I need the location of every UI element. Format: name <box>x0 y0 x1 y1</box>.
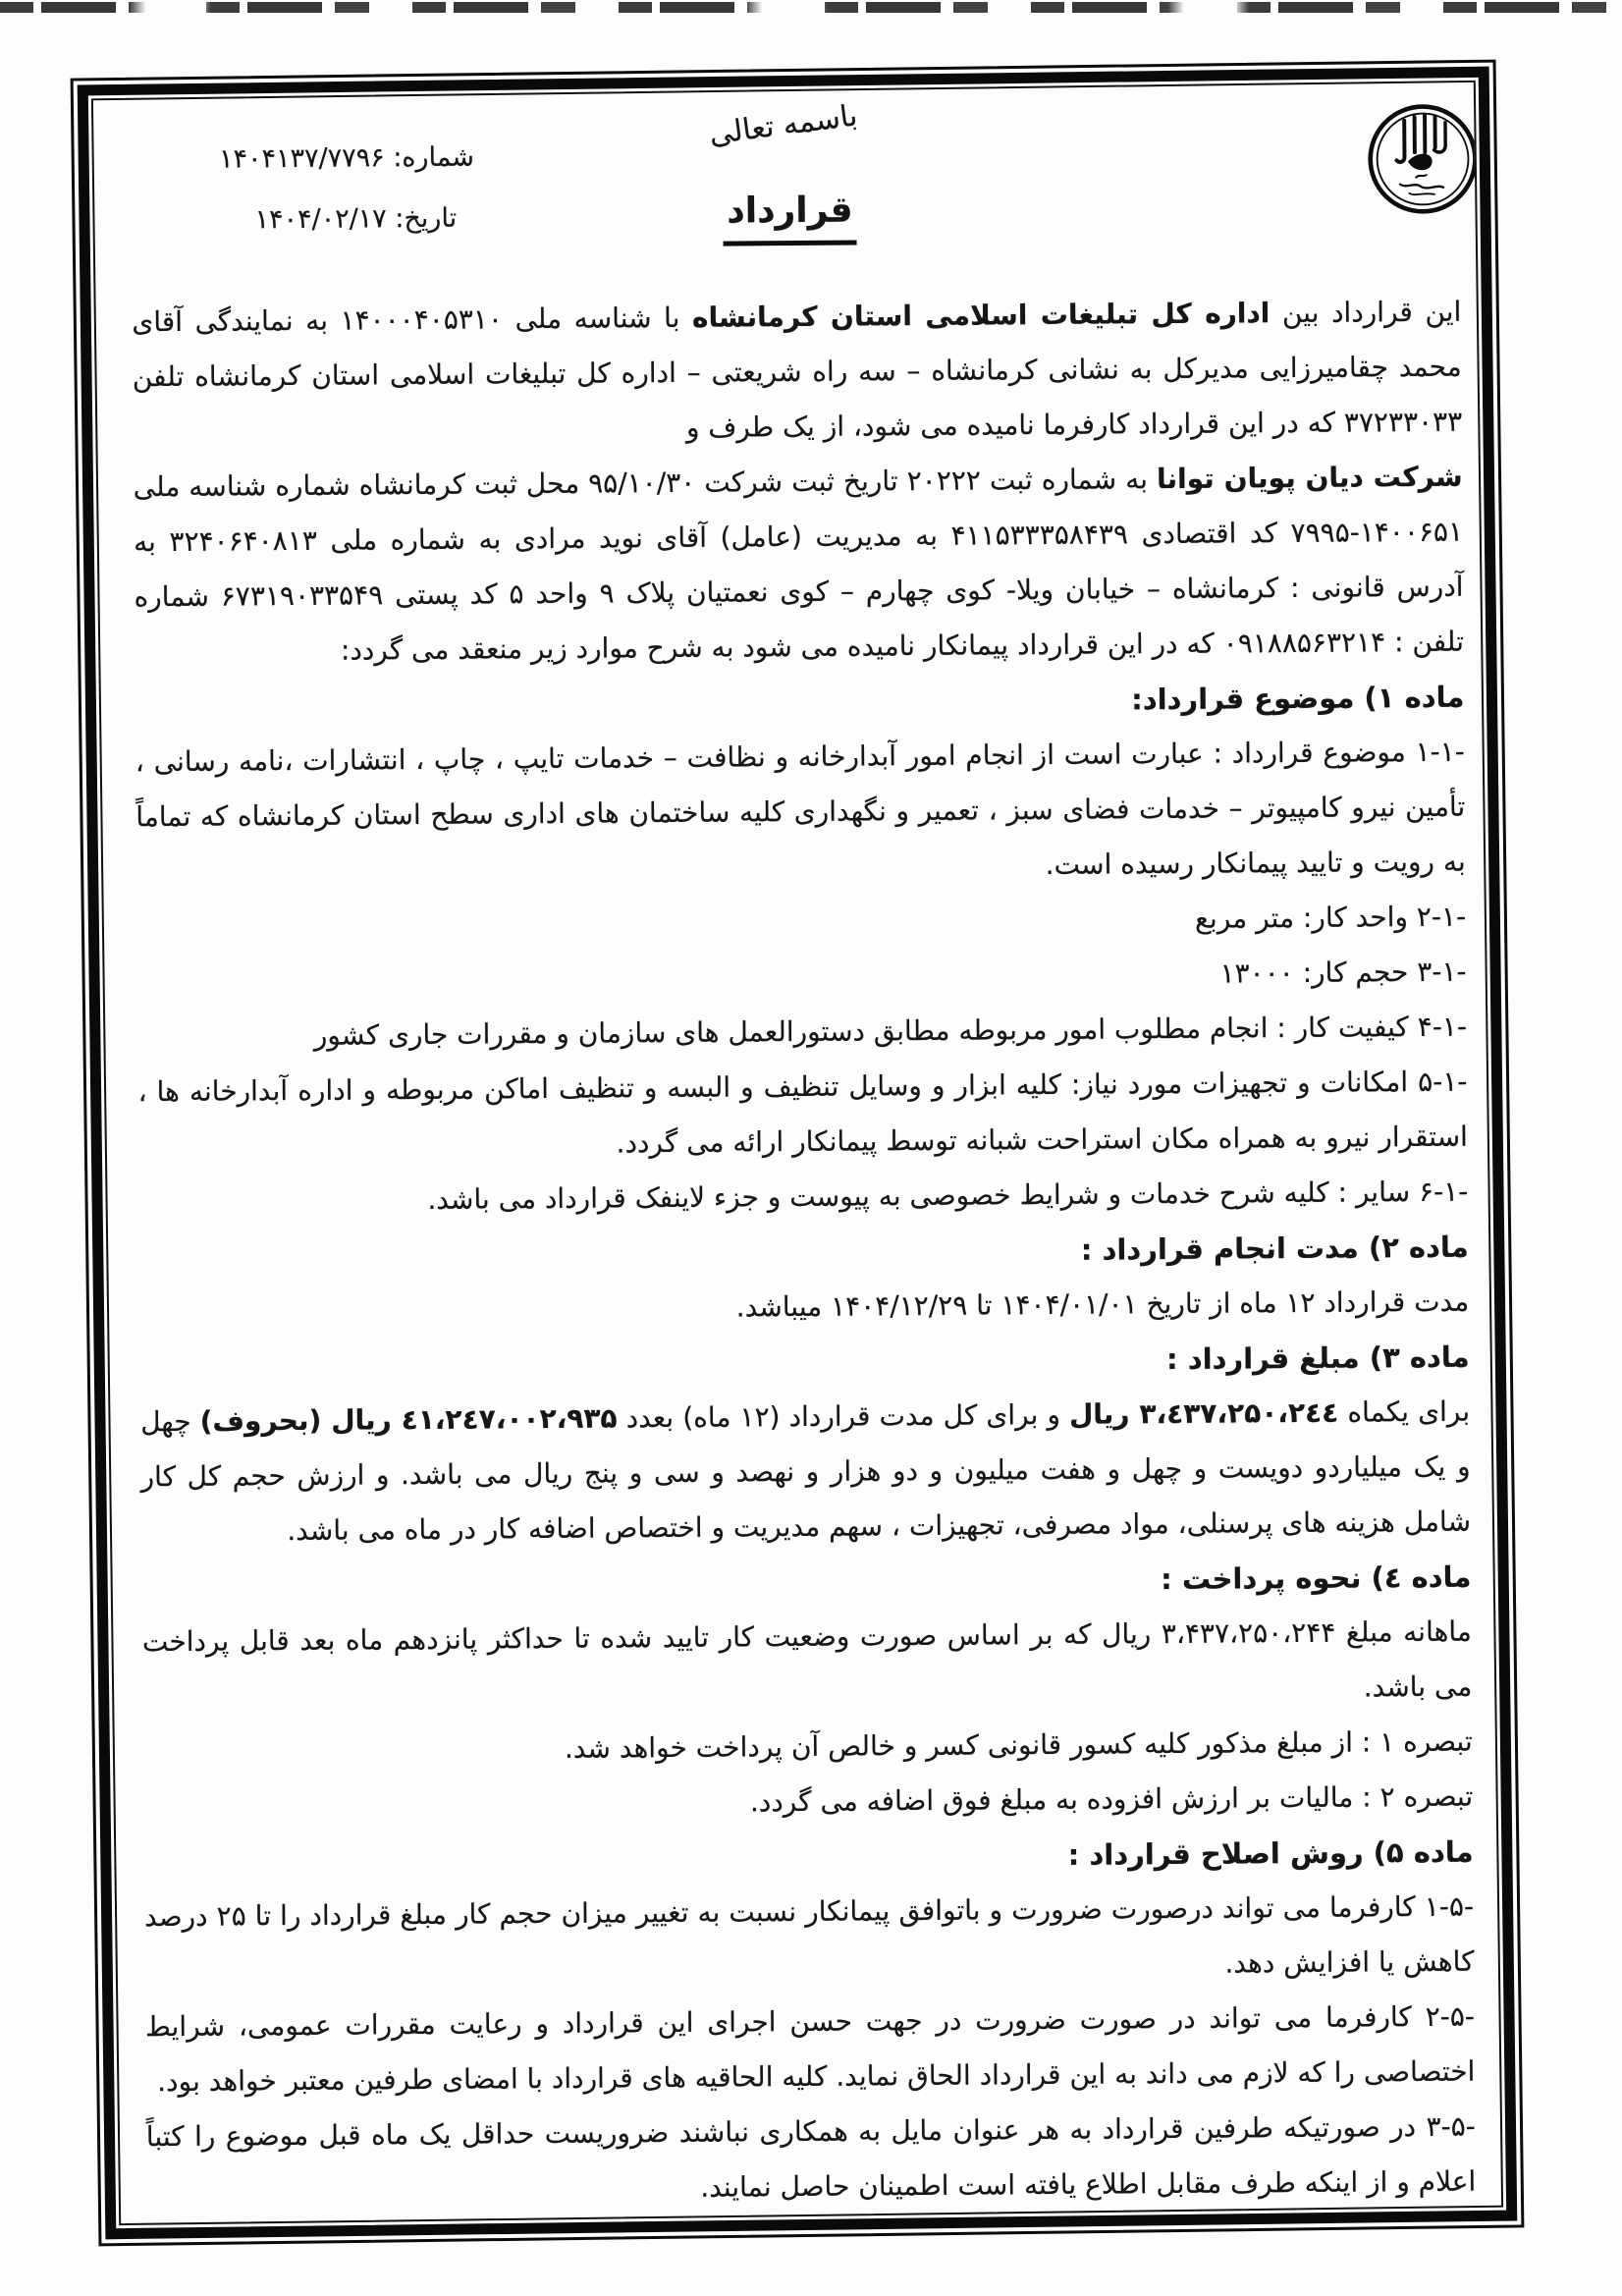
clause-text: کارفرما می تواند درصورت ضرورت و باتوافق پیمانکار نسبت به تغییر میزان حجم کار مبلغ قرارداد را تا ۲۵ درصد کاهش یا افزایش دهد. <box>143 1890 1475 1980</box>
economic-code: ۴۱۱۵۳۳۳۵۸۴۳۹ <box>950 518 1129 552</box>
scanner-artifact-strip <box>0 2 1622 13</box>
clause-text: امکانات و تجهیزات مورد نیاز: کلیه ابزار و وسایل تنظیف و البسه و تنظیف اماکن مربوطه و اداره آبدارخانه ها ، استقرار نیرو به همراه مکان استراحت شبانه توسط پیمانکار ارائه می گردد. <box>137 1066 1469 1160</box>
article-4-heading: ماده ٤) نحوه پرداخت : <box>1161 1559 1472 1597</box>
clause-number: ۳-۵- <box>1426 2109 1476 2143</box>
doc-date-label: تاریخ: <box>395 202 458 235</box>
note-1: تبصره ۱ : از مبلغ مذکور کلیه کسور قانونی کسر و خالص آن پرداخت خواهد شد. <box>564 1724 1473 1765</box>
clause-number: ۵-۱- <box>1418 1065 1468 1099</box>
doc-number-value: ۱۴۰۴۱۳۷/۷۷۹۶ <box>218 142 385 175</box>
employer-name: اداره کل تبلیغات اسلامی استان کرمانشاه <box>691 297 1271 334</box>
intro-text: که در این قرارداد کارفرما نامیده می شود، از یک طرف و <box>685 406 1344 444</box>
postal-code: ۶۷۳۱۹۰۳۳۵۴۹ <box>220 578 384 613</box>
contractor-phone: ۰۹۱۸۸۵۶۳۲۱۴ <box>1222 626 1386 660</box>
currency-label: ریال <box>1068 1397 1140 1431</box>
intro-text: به مدیریت (عامل) آقای نوید مرادی به شماره ملی <box>316 519 951 557</box>
currency-in-words-label: ریال (بحروف) <box>199 1403 402 1438</box>
clause-text: در صورتیکه طرفین قرارداد به هر عنوان مایل به همکاری نباشند ضروریست حداقل یک ماه قبل موضوع را کتباً اعلام و از اینکه طرف مقابل اطلاع یافته است اطمینان حاصل نمایند. <box>145 2110 1477 2204</box>
clause-text: کیفیت کار : انجام مطلوب امور مربوطه مطابق دستورالعمل های سازمان و مقررات جاری کشور <box>313 1011 1418 1052</box>
doc-number-label: شماره: <box>393 141 475 174</box>
intro-employer-paragraph <box>132 285 1462 461</box>
note-2: تبصره ۲ : مالیات بر ارزش افزوده به مبلغ فوق اضافه می گردد. <box>749 1779 1474 1819</box>
monthly-amount: ۳،٤۳۷،۲۵۰،۲٤٤ <box>1139 1395 1339 1431</box>
frame-inner-rule <box>91 81 1503 2225</box>
registration-date: ۹۵/۱۰/۳۰ <box>588 465 696 500</box>
intro-text: تاریخ ثبت شرکت <box>695 465 907 499</box>
page-border-frame <box>71 60 1525 2247</box>
article-3-heading: ماده ۳) مبلغ قرارداد : <box>1165 1339 1470 1377</box>
article-2-heading: ماده ۲) مدت انجام قرارداد : <box>1080 1230 1469 1267</box>
contractor-national-id: ۷۹۹۵-۱۴۰۰۶۵۱ <box>1290 515 1464 550</box>
total-amount: ٤۱،۲٤۷،۰۰۲،۹۳۵ <box>401 1401 618 1437</box>
amount-middle-text: و برای کل مدت قرارداد (۱۲ ماه) بعدد <box>617 1397 1070 1435</box>
clause-5-3 <box>146 2100 1477 2220</box>
doc-date-value: ۱۴۰۴/۰۲/۱۷ <box>254 203 387 236</box>
clause-number: ۱-۵- <box>1424 1889 1475 1924</box>
clause-5-2 <box>145 1990 1476 2110</box>
contract-body <box>126 283 1478 2220</box>
clause-text: سایر : کلیه شرح خدمات و شرایط خصوصی به پیوست و جزء لاینفک قرارداد می باشد. <box>427 1175 1420 1216</box>
employer-phone: ۳۷۲۳۳۰۳۳ <box>1343 405 1463 439</box>
monthly-payment-amount: ۳،۴۳۷،۲۵۰،۲۴۴ <box>1161 1615 1336 1651</box>
pen-mark-icon <box>1430 81 1475 90</box>
intro-text: به آدرس قانونی : کرمانشاه – خیابان ویلا- کوی چهارم – کوی نعمتیان پلاک ۹ واحد ۵ کد پستی <box>133 525 1464 612</box>
doc-number-row <box>219 143 474 175</box>
intro-text: به نمایندگی آقای محمد چقامیرزایی مدیرکل به نشانی کرمانشاه – سه راه شریعتی – اداره کل تبلیغات اسلامی استان کرمانشاه تلفن <box>132 303 1462 394</box>
contractor-name: شرکت دیان پویان توانا <box>1156 460 1463 496</box>
clause-text: حجم کار: ۱۳۰۰۰ <box>1219 956 1418 990</box>
intro-text: این قرارداد بین <box>1270 295 1462 330</box>
article-1-heading: ماده ۱) موضوع قرارداد: <box>1131 680 1465 717</box>
clause-number: ۶-۱- <box>1418 1175 1469 1209</box>
clause-text: واحد کار: متر مربع <box>1194 901 1417 935</box>
amount-in-words-text: چهل و یک میلیاردو دویست و چهل و هفت میلیون و دو هزار و نهصد و سی و پنج ریال می باشد. و ارزش حجم کل کار شامل هزینه های پرسنلی، مواد مصرفی، تجهیزات ، سهم مدیریت و اختصاص اضافه کار در ماه می باشد. <box>139 1404 1472 1548</box>
intro-text: کد اقتصادی <box>1127 517 1291 551</box>
frame-outer-rule <box>71 60 1525 2247</box>
document-header <box>125 96 1463 294</box>
clause-text: موضوع قرارداد : عبارت است از انجام امور آبدارخانه و نظافت – خدمات تایپ ، چاپ ، انتشارات ،نامه رسانی ، تأمین نیرو کامپیوتر – خدمات فضای سبز ، تعمیر و نگهداری کلیه ساختمان های اداری سطح استان کرمانشاه که تماماً به رویت و تایید پیمانکار رسیده است. <box>135 736 1466 882</box>
organization-emblem-logo <box>1366 102 1481 217</box>
clause-number: ۴-۱- <box>1417 1010 1468 1044</box>
frame-heavy-band <box>78 67 1518 2240</box>
clause-number: ۲-۱- <box>1416 900 1467 934</box>
intro-text: به شماره ثبت <box>980 463 1158 497</box>
article-2-body: مدت قرارداد ۱۲ ماه از تاریخ ۱۴۰۴/۰۱/۰۱ تا ۱۴۰۴/۱۲/۲۹ میباشد. <box>735 1285 1470 1324</box>
clause-number: ۱-۱- <box>1415 735 1465 769</box>
payment-intro-text: ماهانه مبلغ <box>1335 1614 1472 1649</box>
intro-text: شماره تلفن : <box>134 579 1465 659</box>
clause-5-1 <box>144 1880 1475 2000</box>
doc-date-row <box>254 204 457 236</box>
intro-text: با شناسه ملی <box>502 301 693 336</box>
employer-national-id: ۱۴۰۰۰۴۰۵۳۱۰ <box>340 302 504 337</box>
intro-text: محل ثبت کرمانشاه شماره شناسه ملی <box>133 466 589 504</box>
clause-text: کارفرما می تواند در صورت ضرورت در جهت حسن اجرای این قرارداد و رعایت مقررات عمومی، شرایط اختصاصی را که لازم می داند به این قرارداد الحاق نماید. کلیه الحاقیه های قرارداد با امضای طرفین معتبر خواهد بود. <box>144 2000 1476 2099</box>
manager-national-id: ۳۲۴۰۶۴۰۸۱۳ <box>169 523 317 559</box>
payment-terms-text: ریال که بر اساس صورت وضعیت کار تایید شده تا حداکثر پانزدهم ماه بعد قابل پرداخت می باشد. <box>141 1617 1473 1704</box>
article-4-body <box>142 1605 1473 1725</box>
page-content <box>99 86 1496 2220</box>
allah-calligraphy-icon <box>1370 106 1476 212</box>
registration-number: ۲۰۲۲۲ <box>906 464 982 498</box>
article-3-body <box>140 1385 1471 1560</box>
clause-1-5 <box>137 1055 1468 1175</box>
intro-text: که در این قرارداد پیمانکار نامیده می شود به شرح موارد زیر منعقد می گردد: <box>340 627 1223 667</box>
amount-intro-text: برای یکماه <box>1338 1394 1471 1429</box>
contract-title: قرارداد <box>723 191 857 246</box>
article-5-heading: ماده ۵) روش اصلاح قرارداد : <box>1067 1834 1474 1872</box>
clause-number: ۳-۱- <box>1417 955 1467 989</box>
bismillah-calligraphy: باسمه تعالی <box>707 98 860 152</box>
intro-contractor-paragraph <box>133 450 1464 681</box>
clause-number: ۲-۵- <box>1425 1999 1476 2034</box>
clause-1-1 <box>135 725 1466 901</box>
